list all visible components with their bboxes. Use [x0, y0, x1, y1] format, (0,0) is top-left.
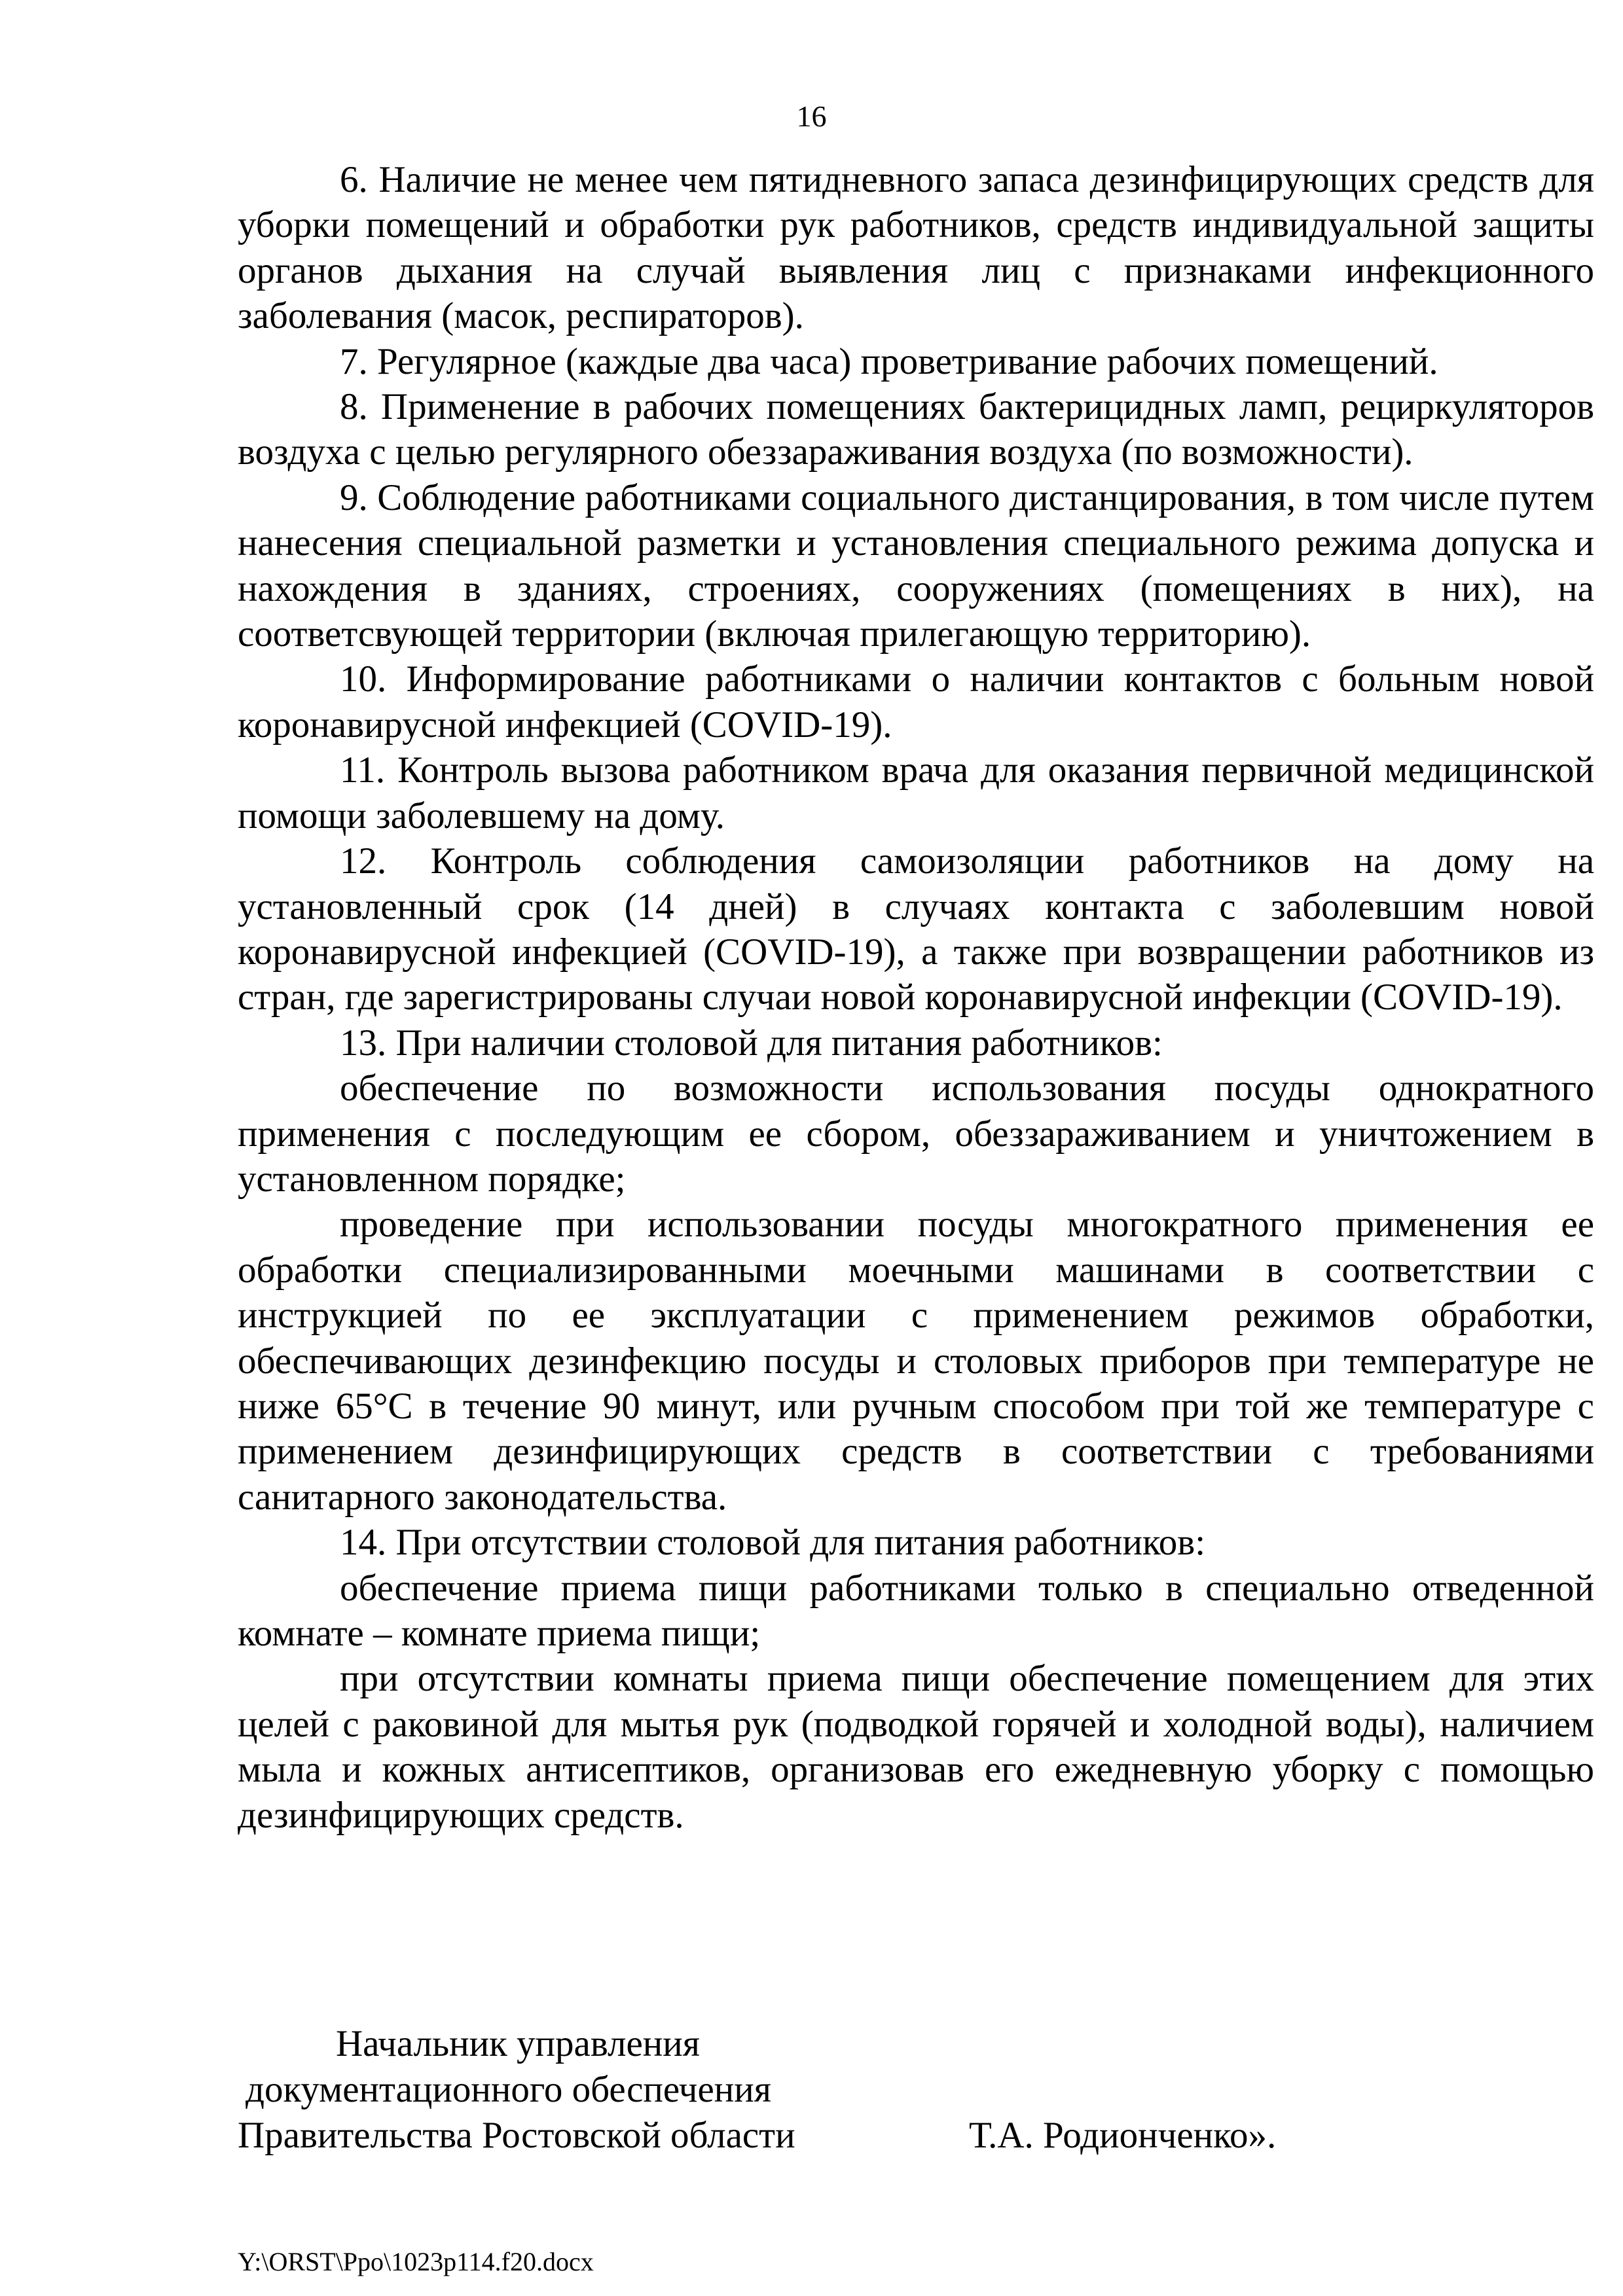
paragraph-item-8: 8. Применение в рабочих помещениях бактерицидных ламп, рециркуляторов воздуха с целью регулярного обеззараживания воздуха (по возможности).: [238, 386, 1594, 473]
paragraph-item-14-sub-1: обеспечение приема пищи работниками только в специально отведенной комнате – комнате приема пищи;: [238, 1567, 1594, 1654]
signatory-title-line-1: Начальник управления: [336, 2023, 700, 2064]
paragraph-item-9: 9. Соблюдение работниками социального дистанцирования, в том числе путем нанесения специальной разметки и установления специального режима допуска и нахождения в зданиях, строениях, сооружениях (помещениях в них), на соответсвующей территории (включая прилегающую территорию).: [238, 476, 1594, 655]
page-number: 16: [796, 99, 827, 133]
paragraph-item-13: 13. При наличии столовой для питания работников:: [340, 1022, 1163, 1064]
paragraph-item-13-sub-2: проведение при использовании посуды многократного применения ее обработки специализированными моечными машинами в соответствии с инструкцией по ее эксплуатации с применением режимов обработки, обеспечивающих дезинфекцию посуды и столовых приборов при температуре не ниже 65°С в течение 90 минут, или ручным способом при той же температуре с применением дезинфицирующих средств в соответствии с требованиями санитарного законодательства.: [238, 1204, 1594, 1518]
paragraph-item-13-sub-1: обеспечение по возможности использования посуды однократного применения с последующим ее сбором, обеззараживанием и уничтожением в установленном порядке;: [238, 1067, 1594, 1200]
signatory-name: Т.А. Родионченко».: [969, 2115, 1277, 2156]
signatory-title-line-2: документационного обеспечения: [246, 2069, 771, 2110]
paragraph-item-12: 12. Контроль соблюдения самоизоляции работников на дому на установленный срок (14 дней) в случаях контакта с заболевшим новой коронавирусной инфекцией (COVID-19), а также при возвращении работников из стран, где зарегистрированы случаи новой коронавирусной инфекции (COVID-19).: [238, 840, 1594, 1018]
paragraph-item-11: 11. Контроль вызова работником врача для оказания первичной медицинской помощи заболевшему на дому.: [238, 749, 1594, 836]
footer-file-path: Y:\ORST\Ppo\1023p114.f20.docx: [238, 2247, 594, 2276]
paragraph-item-6: 6. Наличие не менее чем пятидневного запаса дезинфицирующих средств для уборки помещений и обработки рук работников, средств индивидуальной защиты органов дыхания на случай выявления лиц с признаками инфекционного заболевания (масок, респираторов).: [238, 159, 1594, 337]
paragraph-item-14-sub-2: при отсутствии комнаты приема пищи обеспечение помещением для этих целей с раковиной для мытья рук (подводкой горячей и холодной воды), наличием мыла и кожных антисептиков, организовав его ежедневную уборку с помощью дезинфицирующих средств.: [238, 1658, 1594, 1836]
document-body: [238, 157, 1594, 1838]
paragraph-item-7: 7. Регулярное (каждые два часа) проветривание рабочих помещений.: [340, 340, 1438, 382]
signatory-title-line-3: Правительства Ростовской области: [238, 2115, 795, 2156]
paragraph-item-14: 14. При отсутствии столовой для питания работников:: [340, 1522, 1206, 1564]
signature-block: [238, 2021, 1594, 2185]
paragraph-item-10: 10. Информирование работниками о наличии контактов с больным новой коронавирусной инфекцией (COVID-19).: [238, 658, 1594, 745]
